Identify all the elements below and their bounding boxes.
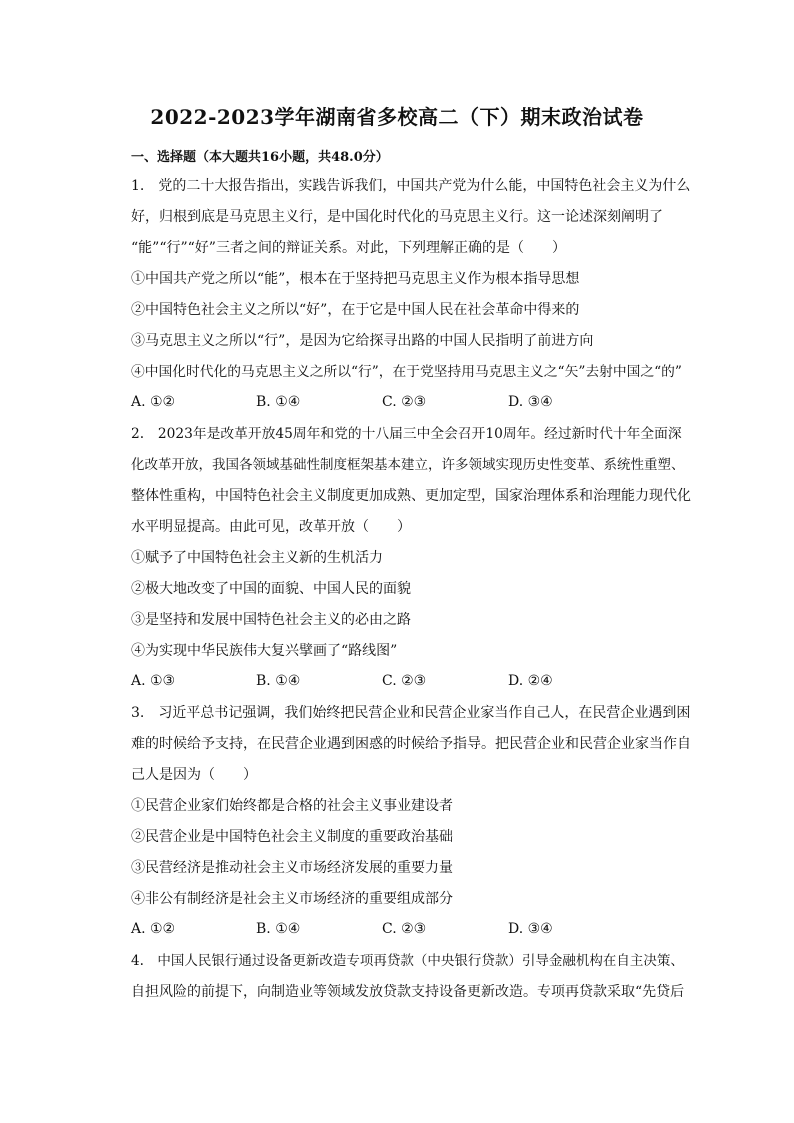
option-a: A. ①②: [131, 921, 176, 937]
question-2-statement-3: ③是坚持和发展中国特色社会主义的必由之路: [131, 612, 411, 628]
question-3-statement-1: ①民营企业家们始终都是合格的社会主义事业建设者: [131, 798, 453, 814]
question-3-statement-3: ③民营经济是推动社会主义市场经济发展的重要力量: [131, 860, 453, 876]
question-2-line-2: 化改革开放，我国各领域基础性制度框架基本建立，许多领域实现历史性变革、系统性重塑、: [131, 457, 685, 473]
question-2-options: [131, 673, 651, 691]
question-3-statement-4: ④非公有制经济是社会主义市场经济的重要组成部分: [131, 891, 453, 907]
question-1-statement-4: ④中国化时代化的马克思主义之所以“行”，在于党坚持用马克思主义之“矢”去射中国之“的”: [131, 364, 682, 380]
question-2-statement-4: ④为实现中华民族伟大复兴擘画了“路线图”: [131, 643, 398, 659]
question-1-options: [131, 394, 651, 412]
question-4-line-1: 4. 中国人民银行通过设备更新改造专项再贷款（中央银行贷款）引导金融机构在自主决策、: [131, 953, 684, 969]
question-2-line-3: 整体性重构，中国特色社会主义制度更加成熟、更加定型，国家治理体系和治理能力现代化: [131, 488, 691, 504]
question-3-options: [131, 921, 651, 939]
option-d: D. ③④: [508, 921, 553, 937]
option-a: A. ①②: [131, 394, 176, 410]
question-3-line-3: 己人是因为（ ）: [131, 767, 257, 783]
question-1-statement-1: ①中国共产党之所以“能”，根本在于坚持把马克思主义作为根本指导思想: [131, 271, 580, 287]
option-c: C. ②③: [382, 673, 427, 689]
question-2-line-4: 水平明显提高。由此可见，改革开放（ ）: [131, 519, 411, 535]
question-1-statement-2: ②中国特色社会主义之所以“好”，在于它是中国人民在社会革命中得来的: [131, 302, 580, 318]
question-3-statement-2: ②民营企业是中国特色社会主义制度的重要政治基础: [131, 829, 453, 845]
option-b: B. ①④: [256, 673, 301, 689]
option-a: A. ①③: [131, 673, 176, 689]
question-4-line-2: 自担风险的前提下，向制造业等领域发放贷款支持设备更新改造。专项再贷款采取“先贷后: [131, 984, 685, 1000]
option-d: D. ③④: [508, 394, 553, 410]
option-d: D. ②④: [508, 673, 553, 689]
question-1-line-3: “能”“行”“好”三者之间的辩证关系。对此，下列理解正确的是（ ）: [131, 240, 566, 256]
page-title: 2022-2023学年湖南省多校高二（下）期末政治试卷: [150, 105, 644, 129]
question-1-statement-3: ③马克思主义之所以“行”，是因为它给探寻出路的中国人民指明了前进方向: [131, 333, 594, 349]
section-heading: 一、选择题（本大题共16小题，共48.0分）: [131, 150, 389, 165]
option-b: B. ①④: [256, 921, 301, 937]
question-3-line-2: 难的时候给予支持，在民营企业遇到困惑的时候给予指导。把民营企业和民营企业家当作自: [131, 736, 691, 752]
option-b: B. ①④: [256, 394, 301, 410]
option-c: C. ②③: [382, 394, 427, 410]
question-1-line-2: 好，归根到底是马克思主义行，是中国化时代化的马克思主义行。这一论述深刻阐明了: [131, 209, 663, 225]
question-2-statement-2: ②极大地改变了中国的面貌、中国人民的面貌: [131, 581, 411, 597]
question-3-line-1: 3. 习近平总书记强调，我们始终把民营企业和民营企业家当作自己人，在民营企业遇到困: [131, 705, 691, 721]
question-2-statement-1: ①赋予了中国特色社会主义新的生机活力: [131, 550, 383, 566]
option-c: C. ②③: [382, 921, 427, 937]
question-1-line-1: 1. 党的二十大报告指出，实践告诉我们，中国共产党为什么能，中国特色社会主义为什么: [131, 178, 691, 194]
question-2-line-1: 2. 2023年是改革开放45周年和党的十八届三中全会召开10周年。经过新时代十年全面深: [131, 426, 682, 442]
